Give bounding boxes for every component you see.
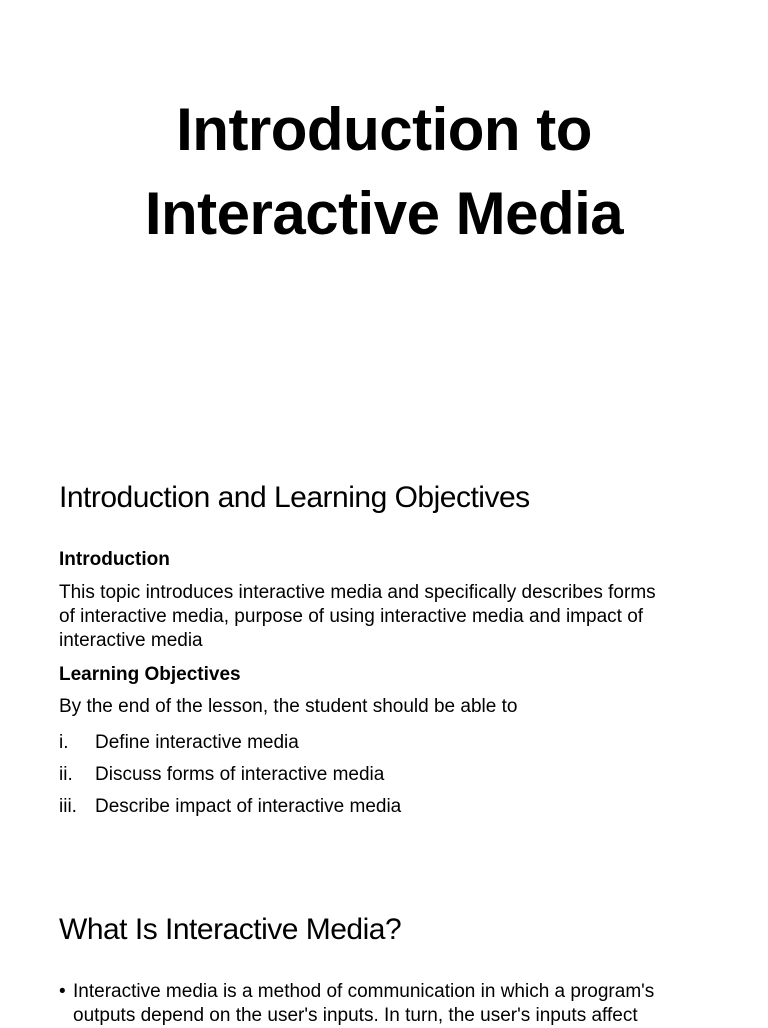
- list-item-text: Describe impact of interactive media: [95, 796, 402, 817]
- bullet-text-line-2: outputs depend on the user's inputs. In turn, the user's inputs affect: [73, 1005, 638, 1026]
- list-item-number: iii.: [59, 796, 77, 817]
- title-slide: [0, 0, 768, 442]
- list-item-text: Discuss forms of interactive media: [95, 764, 385, 785]
- list-item: [59, 980, 719, 1028]
- title-line-2: Interactive Media: [144, 180, 624, 247]
- intro-text-line-3: interactive media: [59, 630, 203, 651]
- objectives-section: [59, 663, 719, 823]
- title-line-1: Introduction to: [176, 96, 592, 163]
- bullet-icon: •: [59, 981, 66, 1002]
- slide-heading: Introduction and Learning Objectives: [59, 481, 530, 514]
- objectives-lead: By the end of the lesson, the student should be able to: [59, 696, 518, 717]
- list-item-text: Define interactive media: [95, 732, 299, 753]
- bullet-list: [59, 980, 719, 1028]
- list-item-number: i.: [59, 732, 69, 753]
- list-item: [59, 791, 719, 823]
- objectives-slide: [0, 442, 768, 872]
- intro-text-line-2: of interactive media, purpose of using interactive media and impact of: [59, 606, 644, 627]
- bullet-text-line-1: Interactive media is a method of communication in which a program's: [73, 981, 655, 1002]
- presentation-title: [0, 88, 768, 256]
- list-item-number: ii.: [59, 764, 73, 785]
- definition-slide: [0, 872, 768, 1024]
- intro-section: [59, 548, 719, 653]
- list-item: [59, 759, 719, 791]
- list-item: [59, 727, 719, 759]
- slide-heading: What Is Interactive Media?: [59, 913, 402, 946]
- objectives-list: [59, 727, 719, 823]
- intro-heading: Introduction: [59, 549, 170, 570]
- intro-text-line-1: This topic introduces interactive media and specifically describes forms: [59, 582, 656, 603]
- objectives-heading: Learning Objectives: [59, 664, 241, 685]
